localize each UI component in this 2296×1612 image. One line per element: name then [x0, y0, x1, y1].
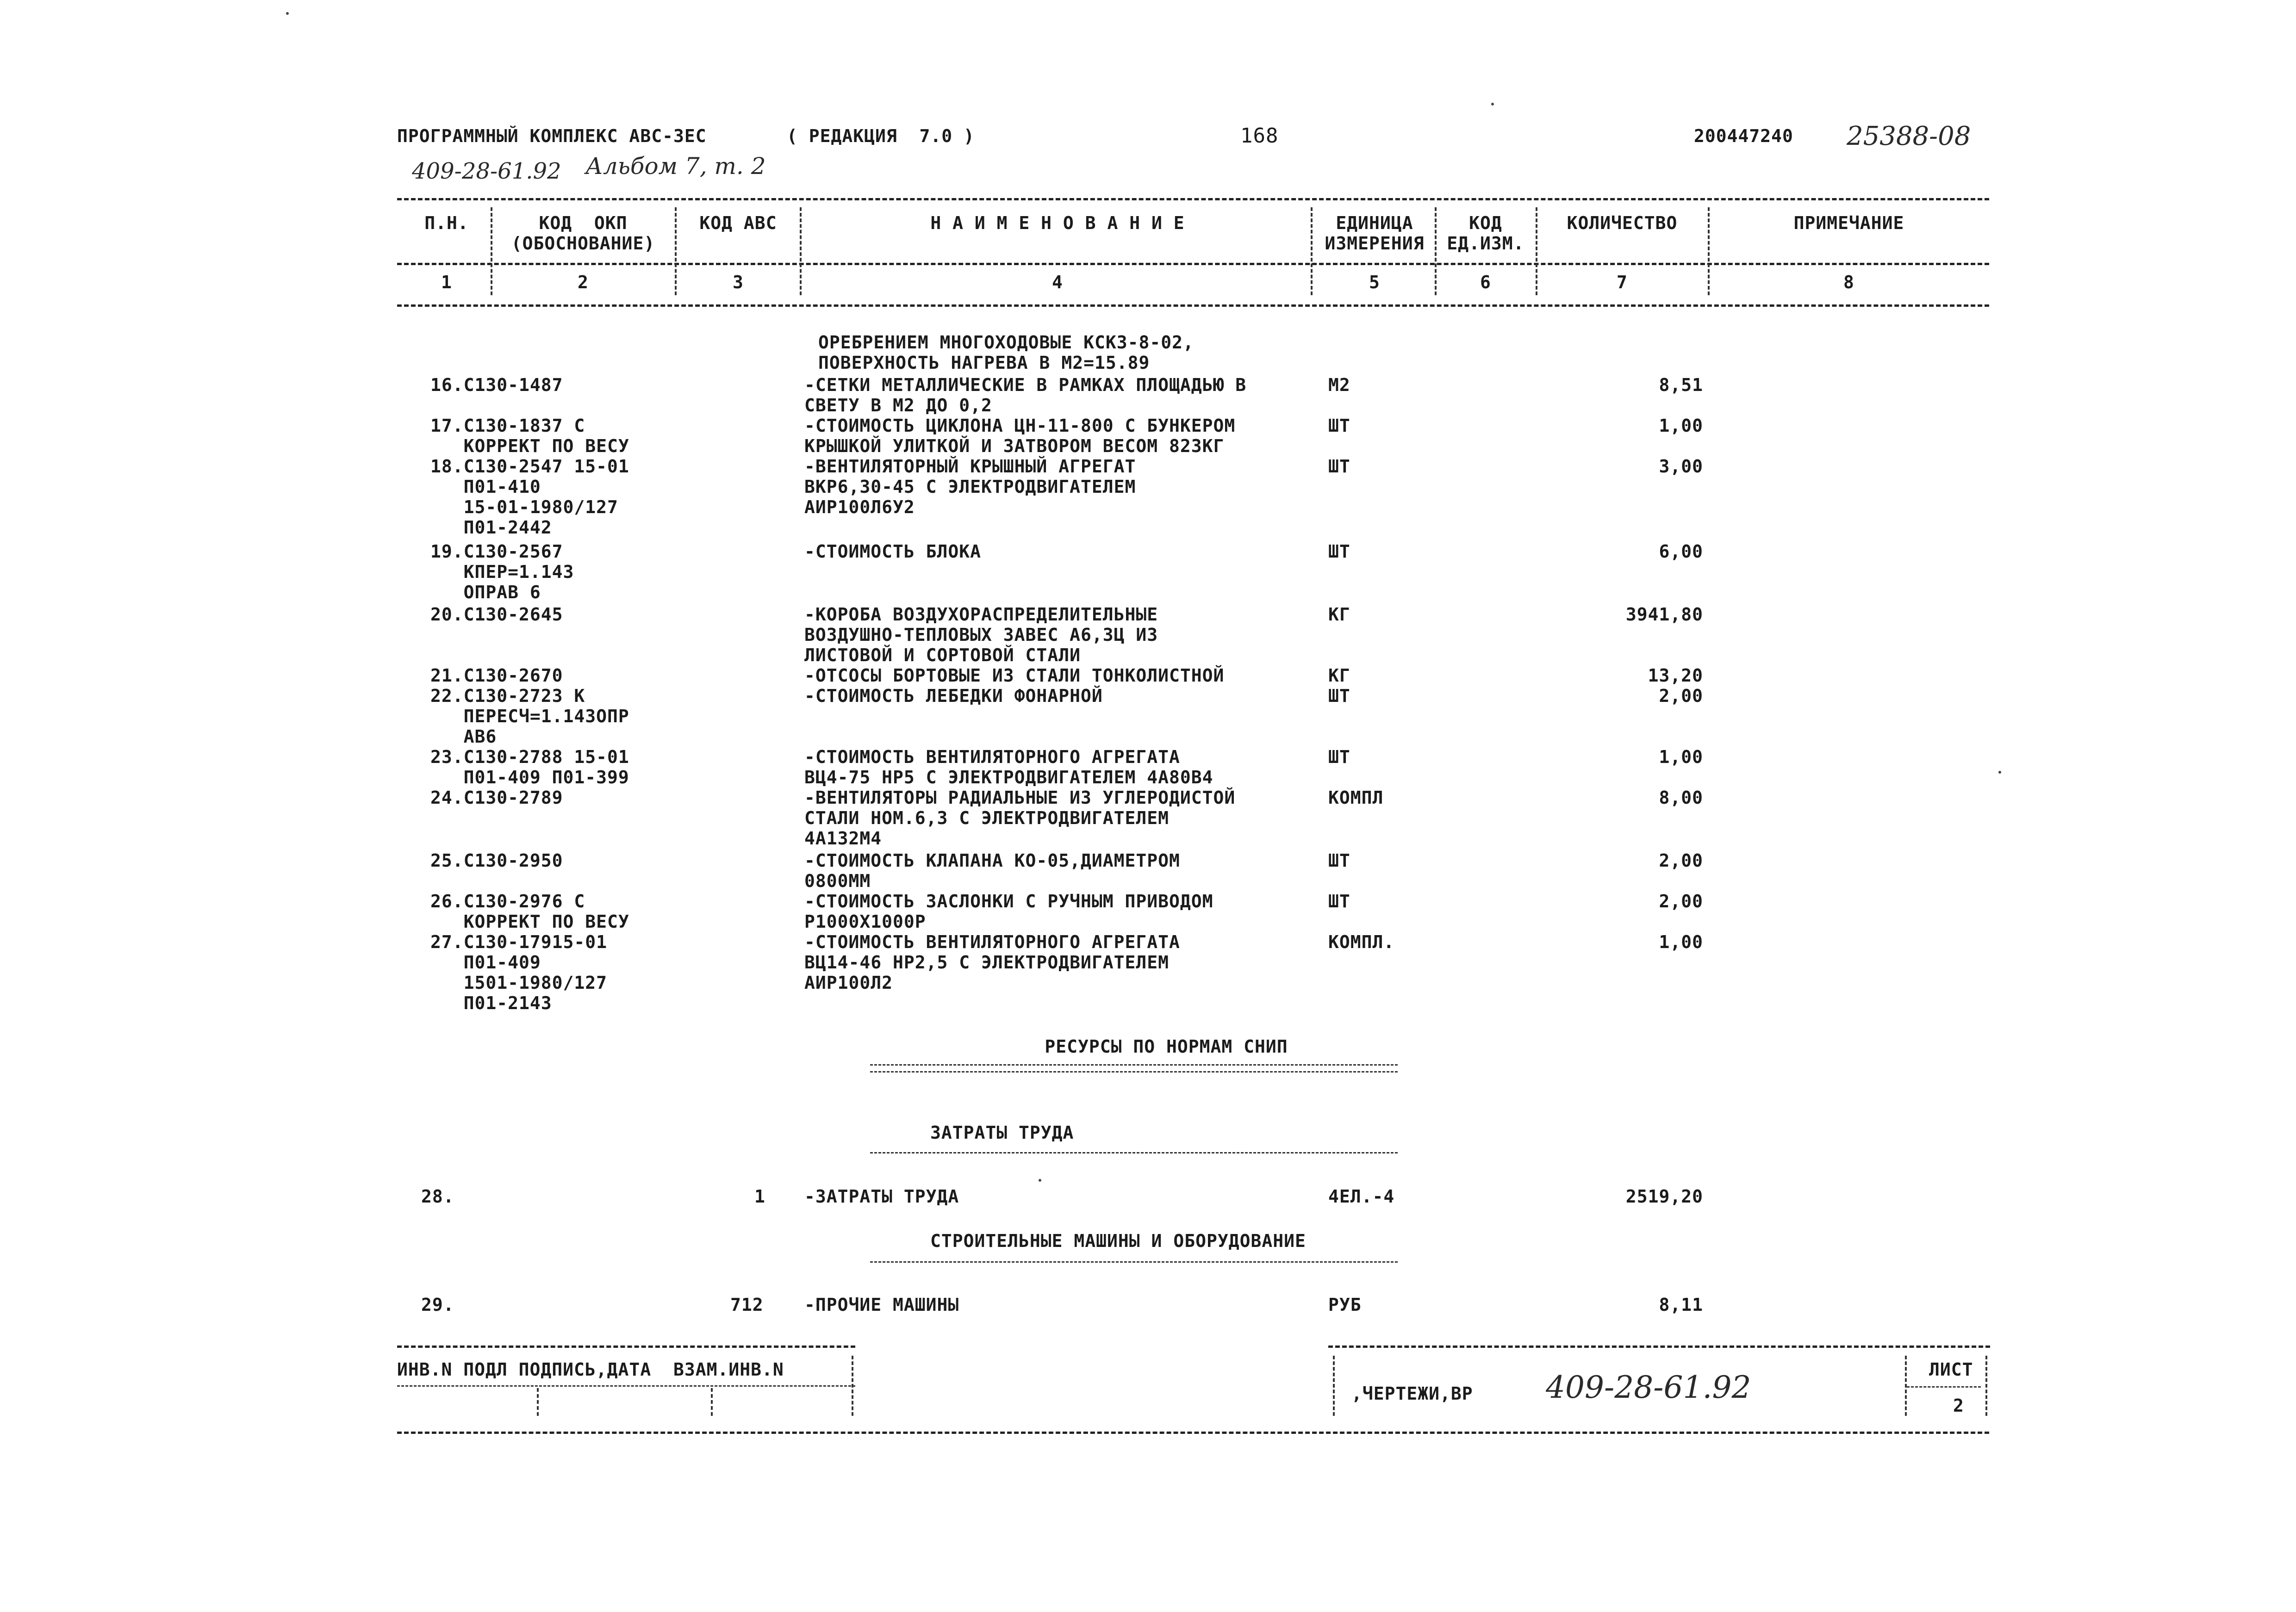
item-name: КРЫШКОЙ УЛИТКОЙ И ЗАТВОРОМ ВЕСОМ 823КГ [804, 436, 1225, 456]
col-sep [1536, 207, 1537, 295]
col-number: 3 [733, 272, 744, 292]
item-name: Р1000Х1000Р [804, 911, 926, 932]
col-header-abc: КОД АВС [699, 213, 777, 233]
item-name: 0800ММ [804, 871, 871, 891]
item-code: 27.С130-17915-01 [430, 932, 608, 952]
item-code: 18.С130-2547 15-01 [430, 456, 629, 477]
col-header-qty: КОЛИЧЕСТВО [1567, 213, 1678, 233]
resource-name: -ЗАТРАТЫ ТРУДА [804, 1186, 959, 1207]
item-name: АИР100Л2 [804, 973, 893, 993]
item-quantity: 1,00 [1659, 932, 1703, 952]
footer-sep [852, 1356, 853, 1416]
item-name: АИР100Л6У2 [804, 497, 915, 517]
item-name: ВЦ14-46 НР2,5 С ЭЛЕКТРОДВИГАТЕЛЕМ [804, 952, 1169, 973]
section-underline [870, 1261, 1398, 1263]
album-ref: 409-28-61.92 [412, 158, 561, 184]
item-quantity: 1,00 [1659, 415, 1703, 436]
col-header-pn: П.Н. [424, 213, 469, 233]
item-code: 23.С130-2788 15-01 [430, 747, 629, 767]
col-sep [800, 207, 802, 295]
item-code: АВ6 [430, 726, 497, 747]
footer-rule [397, 1385, 855, 1387]
section-machines: СТРОИТЕЛЬНЫЕ МАШИНЫ И ОБОРУДОВАНИЕ [930, 1231, 1306, 1251]
footer-sep [1905, 1356, 1907, 1416]
header-rule-top [397, 198, 1989, 200]
item-quantity: 6,00 [1659, 541, 1703, 562]
item-code: 25.С130-2950 [430, 850, 563, 871]
item-code: 1501-1980/127 [430, 973, 608, 993]
footer-rule [1328, 1345, 1990, 1348]
resource-no: 29. [421, 1295, 454, 1315]
col-number: 4 [1052, 272, 1063, 292]
item-name: -КОРОБА ВОЗДУХОРАСПРЕДЕЛИТЕЛЬНЫЕ [804, 604, 1158, 625]
intro-line: ПОВЕРХНОСТЬ НАГРЕВА В М2=15.89 [818, 353, 1150, 373]
item-name: -СЕТКИ МЕТАЛЛИЧЕСКИЕ В РАМКАХ ПЛОЩАДЬЮ В [804, 375, 1247, 395]
program-title: ПРОГРАММНЫЙ КОМПЛЕКС АВС-3ЕС [397, 126, 707, 146]
col-sep [1311, 207, 1313, 295]
col-header-name: Н А И М Е Н О В А Н И Е [930, 213, 1185, 233]
item-quantity: 8,00 [1659, 787, 1703, 808]
drawings-label: ,ЧЕРТЕЖИ,ВР [1351, 1383, 1473, 1404]
item-code: ОПРАВ 6 [430, 582, 541, 602]
resource-qty: 2519,20 [1625, 1186, 1703, 1207]
item-code: 15-01-1980/127 [430, 497, 618, 517]
header-rule-bottom [397, 304, 1989, 307]
item-unit: КОМПЛ. [1328, 932, 1395, 952]
item-code: П01-2143 [430, 993, 552, 1013]
item-name: СТАЛИ НОМ.6,3 С ЭЛЕКТРОДВИГАТЕЛЕМ [804, 808, 1169, 828]
item-name: ВКР6,30-45 С ЭЛЕКТРОДВИГАТЕЛЕМ [804, 477, 1136, 497]
item-name: -СТОИМОСТЬ ВЕНТИЛЯТОРНОГО АГРЕГАТА [804, 932, 1180, 952]
resource-name: -ПРОЧИЕ МАШИНЫ [804, 1295, 959, 1315]
item-quantity: 13,20 [1648, 665, 1703, 686]
section-underline [870, 1152, 1398, 1153]
edition: ( РЕДАКЦИЯ 7.0 ) [787, 126, 975, 146]
col-sep [675, 207, 677, 295]
item-unit: КГ [1328, 604, 1350, 625]
scan-speck [1039, 1179, 1041, 1182]
footer-sep [711, 1388, 713, 1416]
footer-sep [1985, 1356, 1987, 1416]
drawing-number: 409-28-61.92 [1546, 1370, 1751, 1405]
resource-unit: РУБ [1328, 1295, 1362, 1315]
item-quantity: 1,00 [1659, 747, 1703, 767]
header-rule-mid [397, 263, 1989, 265]
album-text: Альбом 7, т. 2 [585, 153, 766, 180]
item-name: -СТОИМОСТЬ ВЕНТИЛЯТОРНОГО АГРЕГАТА [804, 747, 1180, 767]
item-name: -СТОИМОСТЬ БЛОКА [804, 541, 982, 562]
col-sep [1708, 207, 1710, 295]
item-quantity: 3941,80 [1625, 604, 1703, 625]
item-code: 19.С130-2567 [430, 541, 563, 562]
item-unit: М2 [1328, 375, 1350, 395]
col-number: 1 [441, 272, 452, 292]
item-code: 20.С130-2645 [430, 604, 563, 625]
item-name: -ОТСОСЫ БОРТОВЫЕ ИЗ СТАЛИ ТОНКОЛИСТНОЙ [804, 665, 1225, 686]
resource-unit: 4ЕЛ.-4 [1328, 1186, 1395, 1207]
section-resources: РЕСУРСЫ ПО НОРМАМ СНИП [1045, 1036, 1288, 1057]
item-name: -СТОИМОСТЬ ЗАСЛОНКИ С РУЧНЫМ ПРИВОДОМ [804, 891, 1213, 911]
item-code: П01-409 [430, 952, 541, 973]
item-name: -ВЕНТИЛЯТОРЫ РАДИАЛЬНЫЕ ИЗ УГЛЕРОДИСТОЙ [804, 787, 1236, 808]
item-name: -СТОИМОСТЬ КЛАПАНА КО-05,ДИАМЕТРОМ [804, 850, 1180, 871]
item-code: П01-409 П01-399 [430, 767, 629, 787]
col-header-note: ПРИМЕЧАНИЕ [1793, 213, 1904, 233]
col-sep [1435, 207, 1437, 295]
scan-speck [1491, 103, 1494, 105]
footer-stamp-columns: ИНВ.N ПОДЛ ПОДПИСЬ,ДАТА ВЗАМ.ИНВ.N [397, 1359, 784, 1380]
item-unit: ШТ [1328, 456, 1350, 477]
resource-no: 28. [421, 1186, 454, 1207]
sheet-number: 2 [1953, 1395, 1964, 1416]
item-code: 16.С130-1487 [430, 375, 563, 395]
item-unit: ШТ [1328, 850, 1350, 871]
item-code: 21.С130-2670 [430, 665, 563, 686]
item-name: -ВЕНТИЛЯТОРНЫЙ КРЫШНЫЙ АГРЕГАТ [804, 456, 1136, 477]
resource-qty: 8,11 [1659, 1295, 1703, 1315]
item-unit: КОМПЛ [1328, 787, 1384, 808]
item-quantity: 3,00 [1659, 456, 1703, 477]
item-name: СВЕТУ В М2 ДО 0,2 [804, 395, 992, 415]
item-name: -СТОИМОСТЬ ЦИКЛОНА ЦН-11-800 С БУНКЕРОМ [804, 415, 1236, 436]
scan-speck [1998, 771, 2001, 774]
item-name: -СТОИМОСТЬ ЛЕБЕДКИ ФОНАРНОЙ [804, 686, 1103, 706]
item-quantity: 8,51 [1659, 375, 1703, 395]
item-unit: ШТ [1328, 415, 1350, 436]
item-quantity: 2,00 [1659, 850, 1703, 871]
col-header-unit: ЕДИНИЦА ИЗМЕРЕНИЯ [1325, 213, 1425, 254]
item-code: 24.С130-2789 [430, 787, 563, 808]
item-quantity: 2,00 [1659, 686, 1703, 706]
item-name: 4А132М4 [804, 828, 882, 849]
item-code: 26.С130-2976 С [430, 891, 585, 911]
intro-line: ОРЕБРЕНИЕМ МНОГОХОДОВЫЕ КСК3-8-02, [818, 332, 1194, 353]
footer-rule [397, 1345, 855, 1348]
section-labor: ЗАТРАТЫ ТРУДА [930, 1122, 1074, 1143]
page-number: 168 [1240, 124, 1279, 148]
item-name: ВОЗДУШНО-ТЕПЛОВЫХ ЗАВЕС А6,3Ц ИЗ [804, 625, 1158, 645]
sheet-rule [1907, 1386, 1981, 1388]
resource-abc: 1 [754, 1186, 765, 1207]
col-number: 7 [1617, 272, 1628, 292]
item-name: ЛИСТОВОЙ И СОРТОВОЙ СТАЛИ [804, 645, 1081, 665]
item-code: КОРРЕКТ ПО ВЕСУ [430, 911, 629, 932]
item-code: П01-2442 [430, 517, 552, 538]
item-name: ВЦ4-75 НР5 С ЭЛЕКТРОДВИГАТЕЛЕМ 4А80В4 [804, 767, 1213, 787]
col-number: 2 [578, 272, 589, 292]
resource-abc: 712 [730, 1295, 764, 1315]
col-sep [491, 207, 492, 295]
item-quantity: 2,00 [1659, 891, 1703, 911]
scan-speck [286, 12, 289, 15]
col-number: 6 [1480, 272, 1491, 292]
footer-sep [1333, 1356, 1335, 1416]
item-code: КПЕР=1.143 [430, 562, 574, 582]
item-unit: ШТ [1328, 891, 1350, 911]
item-unit: ШТ [1328, 541, 1350, 562]
footer-sep [537, 1388, 539, 1416]
document-code: 200447240 [1694, 126, 1793, 146]
item-code: ПЕРЕСЧ=1.143ОПР [430, 706, 629, 726]
item-code: 22.С130-2723 К [430, 686, 585, 706]
registration-stamp: 25388-08 [1847, 121, 1971, 151]
item-unit: ШТ [1328, 686, 1350, 706]
item-code: КОРРЕКТ ПО ВЕСУ [430, 436, 629, 456]
section-underline [870, 1064, 1398, 1073]
col-number: 8 [1843, 272, 1854, 292]
sheet-label: ЛИСТ [1929, 1359, 1973, 1380]
item-code: 17.С130-1837 С [430, 415, 585, 436]
item-code: П01-410 [430, 477, 541, 497]
footer-rule-bottom [397, 1432, 1989, 1434]
col-header-unit-code: КОД ЕД.ИЗМ. [1447, 213, 1524, 254]
item-unit: ШТ [1328, 747, 1350, 767]
col-number: 5 [1369, 272, 1380, 292]
col-header-okp: КОД ОКП (ОБОСНОВАНИЕ) [511, 213, 655, 254]
item-unit: КГ [1328, 665, 1350, 686]
